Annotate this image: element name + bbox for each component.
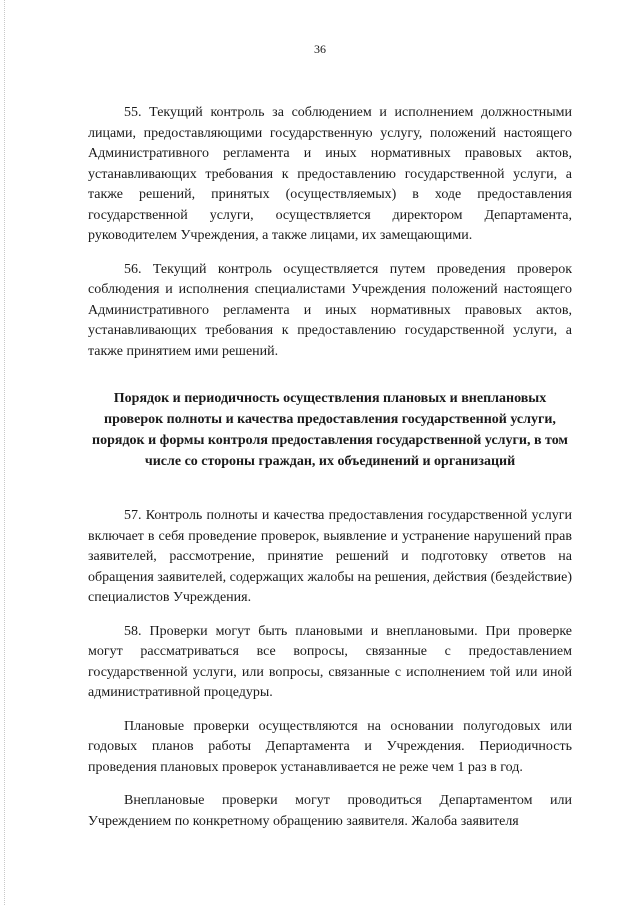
section-heading: Порядок и периодичность осуществления плановых и внеплановых проверок полноты и качества предоставления государственной услуги, порядок и формы контроля предоставления государственной услуги, в том числе со стороны граждан, их объединений и организаций [92, 391, 568, 469]
scan-edge-line [4, 0, 6, 905]
page-number: 36 [314, 42, 326, 56]
paragraph-56: 56. Текущий контроль осуществляется путем проведения проверок соблюдения и исполнения специалистами Учреждения положений настоящего Административного регламента и иных нормативных правовых актов, устанавливающих требования к предоставлению государственной услуги, а также принятием ими решений. [88, 261, 572, 359]
paragraph-58: 58. Проверки могут быть плановыми и внеплановыми. При проверке могут рассматриваться все вопросы, связанные с предоставлением государственной услуги, или вопросы, связанные с исполнением той или иной административной процедуры. [88, 623, 572, 700]
paragraph-57: 57. Контроль полноты и качества предоставления государственной услуги включает в себя проведение проверок, выявление и устранение нарушений прав заявителей, рассмотрение, принятие решений и подготовку ответов на обращения заявителей, содержащих жалобы на решения, действия (бездействие) специалистов Учреждения. [88, 508, 572, 605]
paragraph-unplanned-checks: Внеплановые проверки могут проводиться Департаментом или Учреждением по конкретному обращению заявителя. Жалоба заявителя [88, 793, 572, 829]
document-body [88, 103, 572, 832]
paragraph-planned-checks: Плановые проверки осуществляются на основании полугодовых или годовых планов работы Департамента и Учреждения. Периодичность проведения плановых проверок устанавливается не реже чем 1 раз в год. [88, 718, 572, 775]
paragraph-55: 55. Текущий контроль за соблюдением и исполнением должностными лицами, предоставляющими государственную услугу, положений настоящего Административного регламента и иных нормативных правовых актов, устанавливающих требования к предоставлению государственной услуги, а также решений, принятых (осуществляемых) в ходе предоставления государственной услуги, осуществляется директором Департамента, руководителем Учреждения, а также лицами, их замещающими. [88, 105, 572, 243]
